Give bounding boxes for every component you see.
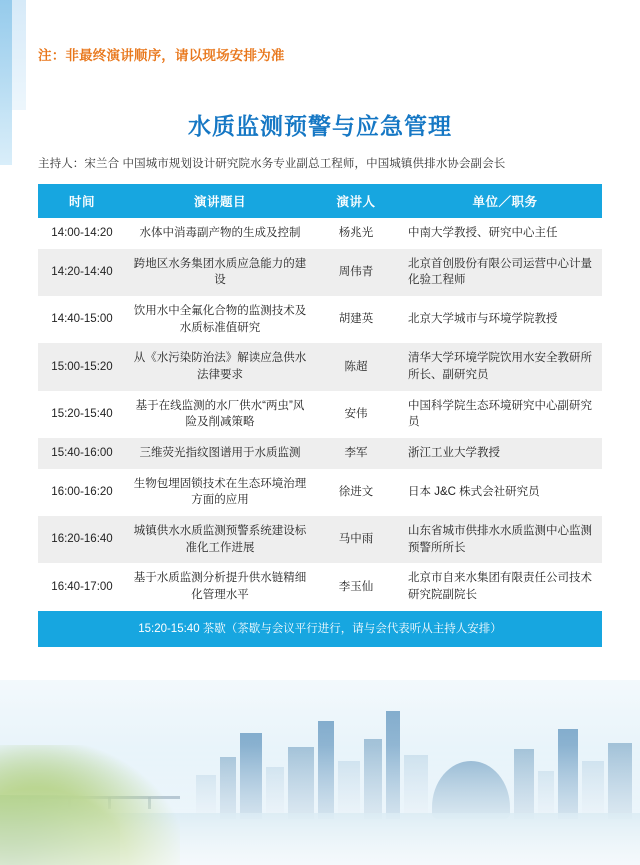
- cell-topic: 水体中消毒副产物的生成及控制: [126, 218, 314, 249]
- cell-break-note: 15:20-15:40 茶歇（茶歇与会议平行进行，请与会代表听从主持人安排）: [38, 611, 602, 648]
- cell-speaker: 李玉仙: [314, 563, 398, 610]
- cell-organization: 浙江工业大学教授: [398, 438, 602, 469]
- cell-organization: 北京市自来水集团有限责任公司技术研究院副院长: [398, 563, 602, 610]
- cell-speaker: 安伟: [314, 391, 398, 438]
- cell-speaker: 徐进文: [314, 469, 398, 516]
- note-text: 注：非最终演讲顺序，请以现场安排为准: [38, 48, 285, 63]
- cell-time: 14:00-14:20: [38, 218, 126, 249]
- cell-organization: 中南大学教授、研究中心主任: [398, 218, 602, 249]
- cell-speaker: 胡建英: [314, 296, 398, 343]
- cell-topic: 基于水质监测分析提升供水链精细化管理水平: [126, 563, 314, 610]
- table-row: [38, 438, 602, 469]
- table-header-row: [38, 184, 602, 218]
- table-row: [38, 296, 602, 343]
- table-row: [38, 218, 602, 249]
- column-header-time: 时间: [38, 184, 126, 218]
- cell-topic: 三维荧光指纹图谱用于水质监测: [126, 438, 314, 469]
- cell-time: 14:20-14:40: [38, 249, 126, 296]
- cell-time: 15:20-15:40: [38, 391, 126, 438]
- table-row: [38, 343, 602, 390]
- cell-organization: 清华大学环境学院饮用水安全教研所所长、副研究员: [398, 343, 602, 390]
- cell-organization: 日本 J&C 株式会社研究员: [398, 469, 602, 516]
- agenda-table: [38, 184, 602, 647]
- cell-time: 14:40-15:00: [38, 296, 126, 343]
- cell-topic: 基于在线监测的水厂供水“两虫”风险及削减策略: [126, 391, 314, 438]
- cell-speaker: 杨兆光: [314, 218, 398, 249]
- table-row: [38, 516, 602, 563]
- cell-topic: 城镇供水水质监测预警系统建设标准化工作进展: [126, 516, 314, 563]
- table-row: [38, 469, 602, 516]
- haze-overlay: [0, 745, 640, 865]
- cell-organization: 中国科学院生态环境研究中心副研究员: [398, 391, 602, 438]
- page-title: 水质监测预警与应急管理: [188, 113, 452, 139]
- cell-organization: 北京首创股份有限公司运营中心计量化验工程师: [398, 249, 602, 296]
- cell-time: 16:40-17:00: [38, 563, 126, 610]
- cell-speaker: 陈超: [314, 343, 398, 390]
- cell-speaker: 马中雨: [314, 516, 398, 563]
- cell-organization: 北京大学城市与环境学院教授: [398, 296, 602, 343]
- cell-topic: 跨地区水务集团水质应急能力的建设: [126, 249, 314, 296]
- cell-time: 16:00-16:20: [38, 469, 126, 516]
- cell-topic: 饮用水中全氟化合物的监测技术及水质标准值研究: [126, 296, 314, 343]
- table-row: [38, 249, 602, 296]
- cell-organization: 山东省城市供排水水质监测中心监测预警所所长: [398, 516, 602, 563]
- table-row: [38, 391, 602, 438]
- column-header-speaker: 演讲人: [314, 184, 398, 218]
- host-line: 主持人：宋兰合 中国城市规划设计研究院水务专业副总工程师，中国城镇供排水协会副会长: [38, 158, 506, 170]
- cell-topic: 生物包埋固锁技术在生态环境治理方面的应用: [126, 469, 314, 516]
- cell-time: 15:40-16:00: [38, 438, 126, 469]
- table-row: [38, 563, 602, 610]
- footer-cityscape: [0, 680, 640, 865]
- cell-time: 16:20-16:40: [38, 516, 126, 563]
- column-header-organization: 单位／职务: [398, 184, 602, 218]
- cell-speaker: 周伟青: [314, 249, 398, 296]
- cell-speaker: 李军: [314, 438, 398, 469]
- table-row-break: [38, 611, 602, 648]
- cell-topic: 从《水污染防治法》解读应急供水法律要求: [126, 343, 314, 390]
- column-header-topic: 演讲题目: [126, 184, 314, 218]
- cell-time: 15:00-15:20: [38, 343, 126, 390]
